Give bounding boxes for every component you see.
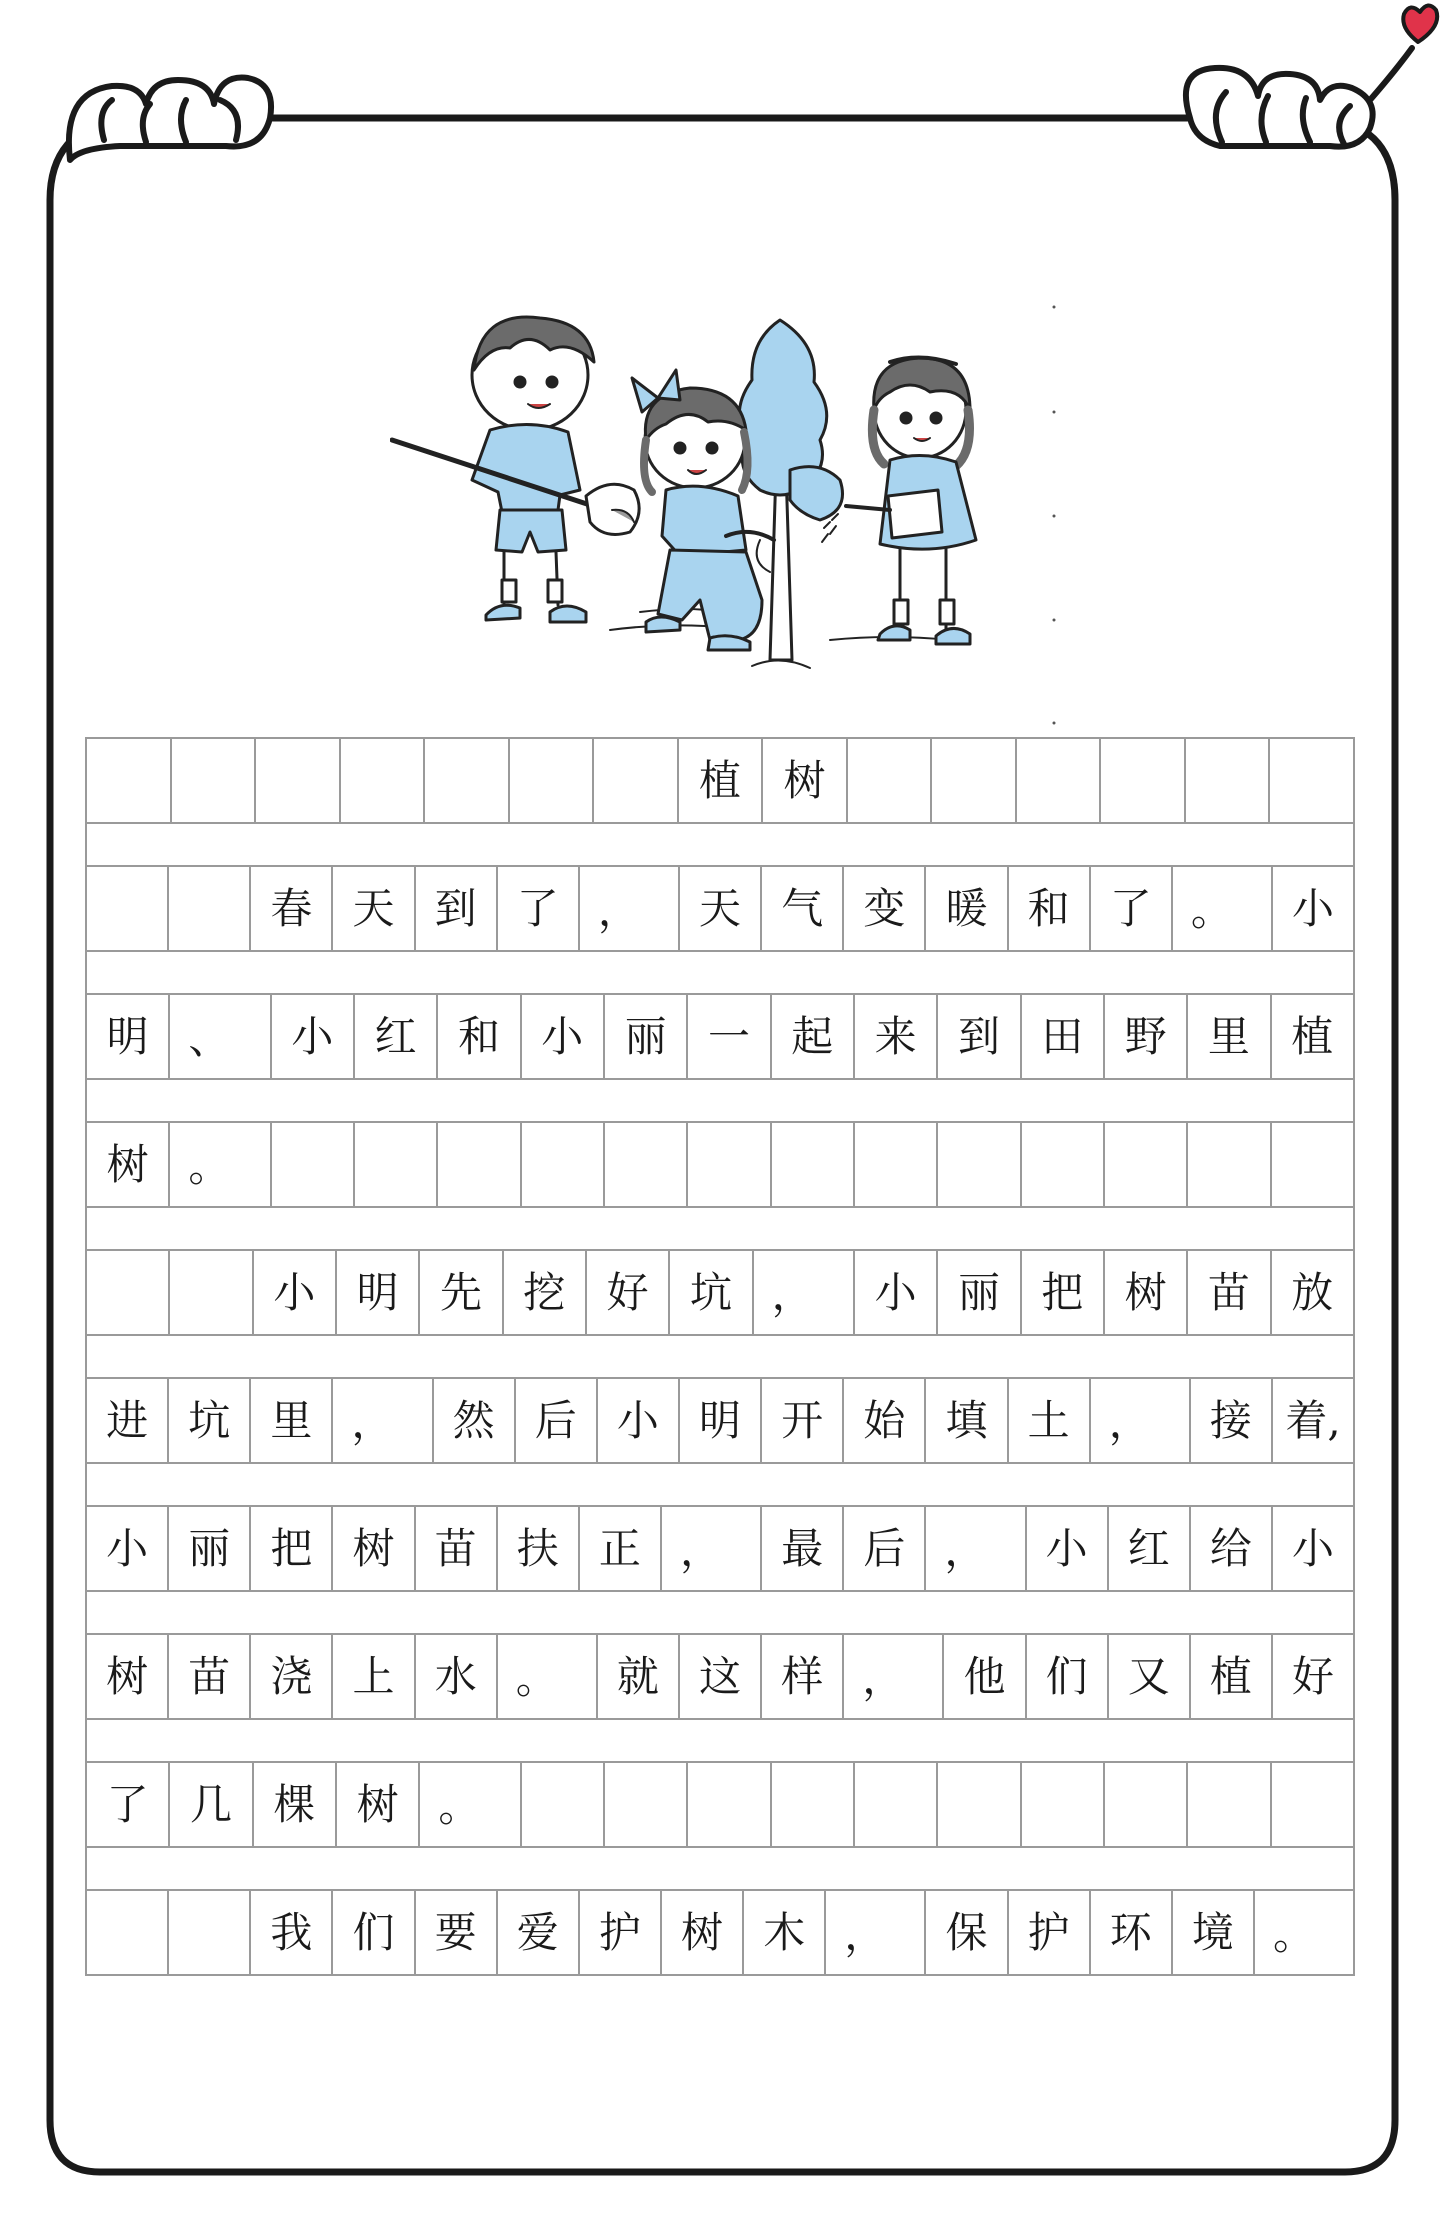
grid-cell: 变 (844, 867, 926, 950)
grid-cell: 始 (844, 1379, 926, 1462)
grid-cell (341, 739, 426, 822)
text-row (85, 1505, 1355, 1590)
grid-cell: 红 (1109, 1507, 1191, 1590)
grid-cell: 小 (855, 1251, 938, 1334)
grid-cell (87, 1251, 170, 1334)
grid-cell: 后 (516, 1379, 598, 1462)
grid-cell: 正 (580, 1507, 662, 1590)
grid-cell: 护 (1009, 1891, 1091, 1974)
grid-cell: 小 (1027, 1507, 1109, 1590)
grid-cell: 里 (1188, 995, 1271, 1078)
grid-cell: 起 (772, 995, 855, 1078)
grid-cell: 红 (355, 995, 438, 1078)
grid-cell (772, 1123, 855, 1206)
grid-cell: 爱 (498, 1891, 580, 1974)
grid-cell: 。 (170, 1123, 271, 1206)
grid-cell: 给 (1191, 1507, 1273, 1590)
grid-cell: 树 (763, 739, 848, 822)
grid-cell (1022, 1123, 1105, 1206)
grid-cell: 小 (272, 995, 355, 1078)
grid-cell: 样 (762, 1635, 844, 1718)
composition-grid (85, 737, 1355, 1976)
text-row (85, 1377, 1355, 1462)
grid-cell: 小 (598, 1379, 680, 1462)
children-planting-tree-illustration (390, 300, 1070, 690)
grid-cell: 填 (926, 1379, 1008, 1462)
grid-cell: 丽 (169, 1507, 251, 1590)
grid-cell: 扶 (498, 1507, 580, 1590)
title-row (85, 737, 1355, 822)
grid-cell (772, 1763, 855, 1846)
grid-cell: 了 (498, 867, 580, 950)
grid-cell: 小 (1292, 883, 1335, 933)
grid-cell: 进 (87, 1379, 169, 1462)
grid-cell (170, 1251, 253, 1334)
grid-cell: 。 (1272, 1910, 1315, 1959)
grid-cell: 树 (1105, 1251, 1188, 1334)
grid-cell: 明 (337, 1251, 420, 1334)
heart-icon (1403, 5, 1437, 42)
grid-cell: 和 (438, 995, 521, 1078)
grid-cell: 又 (1109, 1635, 1191, 1718)
grid-cell: 小 (254, 1251, 337, 1334)
row-gap (85, 1334, 1355, 1377)
grid-cell (169, 867, 251, 950)
grid-cell (256, 739, 341, 822)
grid-cell: 苗 (169, 1635, 251, 1718)
grid-cell: 气 (762, 867, 844, 950)
grid-cell (605, 1763, 688, 1846)
grid-cell (1272, 1123, 1353, 1206)
grid-cell: 最 (762, 1507, 844, 1590)
grid-cell: ， (844, 1635, 944, 1718)
grid-cell: 把 (1022, 1251, 1105, 1334)
grid-cell: 好 (587, 1251, 670, 1334)
grid-cell: 明 (87, 995, 170, 1078)
grid-cell (594, 739, 679, 822)
grid-cell (522, 1123, 605, 1206)
row-gap (85, 1846, 1355, 1889)
grid-cell: 丽 (938, 1251, 1021, 1334)
text-row (85, 1889, 1355, 1976)
grid-cell: 来 (855, 995, 938, 1078)
grid-cell: 好 (1292, 1651, 1335, 1701)
grid-cell (87, 867, 169, 950)
grid-cell: 我 (251, 1891, 333, 1974)
grid-cell: 丽 (605, 995, 688, 1078)
grid-cell: 们 (1027, 1635, 1109, 1718)
grid-cell (1101, 739, 1186, 822)
grid-cell (848, 739, 933, 822)
right-scroll-curl (1186, 48, 1412, 147)
grid-cell: 植 (1191, 1635, 1273, 1718)
text-row (85, 1761, 1355, 1846)
grid-cell: 植 (1291, 1011, 1334, 1061)
grid-cell (1105, 1763, 1188, 1846)
grid-cell: 保 (926, 1891, 1008, 1974)
grid-cell: 小 (522, 995, 605, 1078)
grid-cell: 就 (598, 1635, 680, 1718)
grid-cell: ， (754, 1251, 855, 1334)
grid-cell: 了 (87, 1763, 170, 1846)
grid-cell: 树 (87, 1635, 169, 1718)
grid-cell: 天 (680, 867, 762, 950)
text-row (85, 993, 1355, 1078)
grid-cell (1272, 1763, 1353, 1846)
grid-cell (605, 1123, 688, 1206)
grid-cell: 护 (580, 1891, 662, 1974)
grid-cell: 木 (744, 1891, 826, 1974)
grid-cell (688, 1123, 771, 1206)
grid-cell: 们 (333, 1891, 415, 1974)
row-gap (85, 1206, 1355, 1249)
grid-cell: 树 (337, 1763, 420, 1846)
grid-cell: 坑 (670, 1251, 753, 1334)
grid-cell: ， (926, 1507, 1026, 1590)
grid-cell (87, 1891, 169, 1974)
grid-cell: 到 (938, 995, 1021, 1078)
grid-cell (172, 739, 257, 822)
grid-cell (510, 739, 595, 822)
grid-cell: ， (1091, 1379, 1191, 1462)
grid-cell: 树 (662, 1891, 744, 1974)
grid-cell: 要 (416, 1891, 498, 1974)
grid-cell (855, 1123, 938, 1206)
grid-cell (425, 739, 510, 822)
grid-cell: 植 (679, 739, 764, 822)
grid-cell (1186, 739, 1271, 822)
grid-cell: 和 (1009, 867, 1091, 950)
grid-cell: 棵 (254, 1763, 337, 1846)
row-gap (85, 822, 1355, 865)
grid-cell: 开 (762, 1379, 844, 1462)
grid-cell (1270, 739, 1353, 822)
grid-cell: 然 (434, 1379, 516, 1462)
grid-cell (938, 1123, 1021, 1206)
left-scroll-curl (69, 78, 271, 160)
grid-cell (688, 1763, 771, 1846)
grid-cell: 暖 (926, 867, 1008, 950)
grid-cell: 小 (1292, 1523, 1335, 1573)
grid-cell (522, 1763, 605, 1846)
text-row (85, 1249, 1355, 1334)
grid-cell (1188, 1123, 1271, 1206)
grid-cell: 把 (251, 1507, 333, 1590)
grid-cell (438, 1123, 521, 1206)
grid-cell (932, 739, 1017, 822)
grid-cell: 。 (420, 1763, 521, 1846)
grid-cell (1017, 739, 1102, 822)
grid-cell: 。 (498, 1635, 598, 1718)
grid-cell: 着, (1285, 1395, 1341, 1445)
grid-cell: 接 (1191, 1379, 1273, 1462)
grid-cell: 这 (680, 1635, 762, 1718)
grid-cell: 坑 (169, 1379, 251, 1462)
grid-cell: 上 (333, 1635, 415, 1718)
grid-cell: ， (826, 1891, 926, 1974)
grid-cell (355, 1123, 438, 1206)
grid-cell: 明 (680, 1379, 762, 1462)
grid-cell: 春 (251, 867, 333, 950)
grid-cell (1105, 1123, 1188, 1206)
grid-cell: 、 (170, 995, 271, 1078)
grid-cell: 小 (87, 1507, 169, 1590)
grid-cell (1188, 1763, 1271, 1846)
grid-cell: 树 (333, 1507, 415, 1590)
row-gap (85, 1590, 1355, 1633)
grid-cell: 土 (1009, 1379, 1091, 1462)
grid-cell: 里 (251, 1379, 333, 1462)
text-row (85, 1633, 1355, 1718)
grid-cell: 野 (1105, 995, 1188, 1078)
grid-cell (169, 1891, 251, 1974)
grid-cell: 到 (416, 867, 498, 950)
grid-cell: 放 (1291, 1267, 1334, 1317)
text-row (85, 865, 1355, 950)
grid-cell: 浇 (251, 1635, 333, 1718)
grid-cell: 境 (1173, 1891, 1255, 1974)
row-gap (85, 1078, 1355, 1121)
grid-cell: 一 (688, 995, 771, 1078)
row-gap (85, 1462, 1355, 1505)
grid-cell: 了 (1091, 867, 1173, 950)
grid-cell: 先 (420, 1251, 503, 1334)
grid-cell: 。 (1173, 867, 1273, 950)
grid-cell: 挖 (504, 1251, 587, 1334)
grid-cell (87, 739, 172, 822)
grid-cell: 他 (944, 1635, 1026, 1718)
grid-cell (1022, 1763, 1105, 1846)
grid-cell: 天 (333, 867, 415, 950)
grid-cell: 田 (1022, 995, 1105, 1078)
grid-cell: 苗 (1188, 1251, 1271, 1334)
grid-cell: 水 (416, 1635, 498, 1718)
grid-cell: 环 (1091, 1891, 1173, 1974)
text-row (85, 1121, 1355, 1206)
boy-with-shovel (392, 317, 639, 622)
grid-cell (855, 1763, 938, 1846)
grid-cell: 苗 (416, 1507, 498, 1590)
row-gap (85, 950, 1355, 993)
grid-cell: 后 (844, 1507, 926, 1590)
grid-cell (272, 1123, 355, 1206)
grid-cell: 树 (87, 1123, 170, 1206)
grid-cell: ， (662, 1507, 762, 1590)
grid-cell: ， (580, 867, 680, 950)
grid-cell: ， (333, 1379, 433, 1462)
row-gap (85, 1718, 1355, 1761)
grid-cell (938, 1763, 1021, 1846)
grid-cell: 几 (170, 1763, 253, 1846)
girl-with-watering-can (822, 357, 976, 644)
